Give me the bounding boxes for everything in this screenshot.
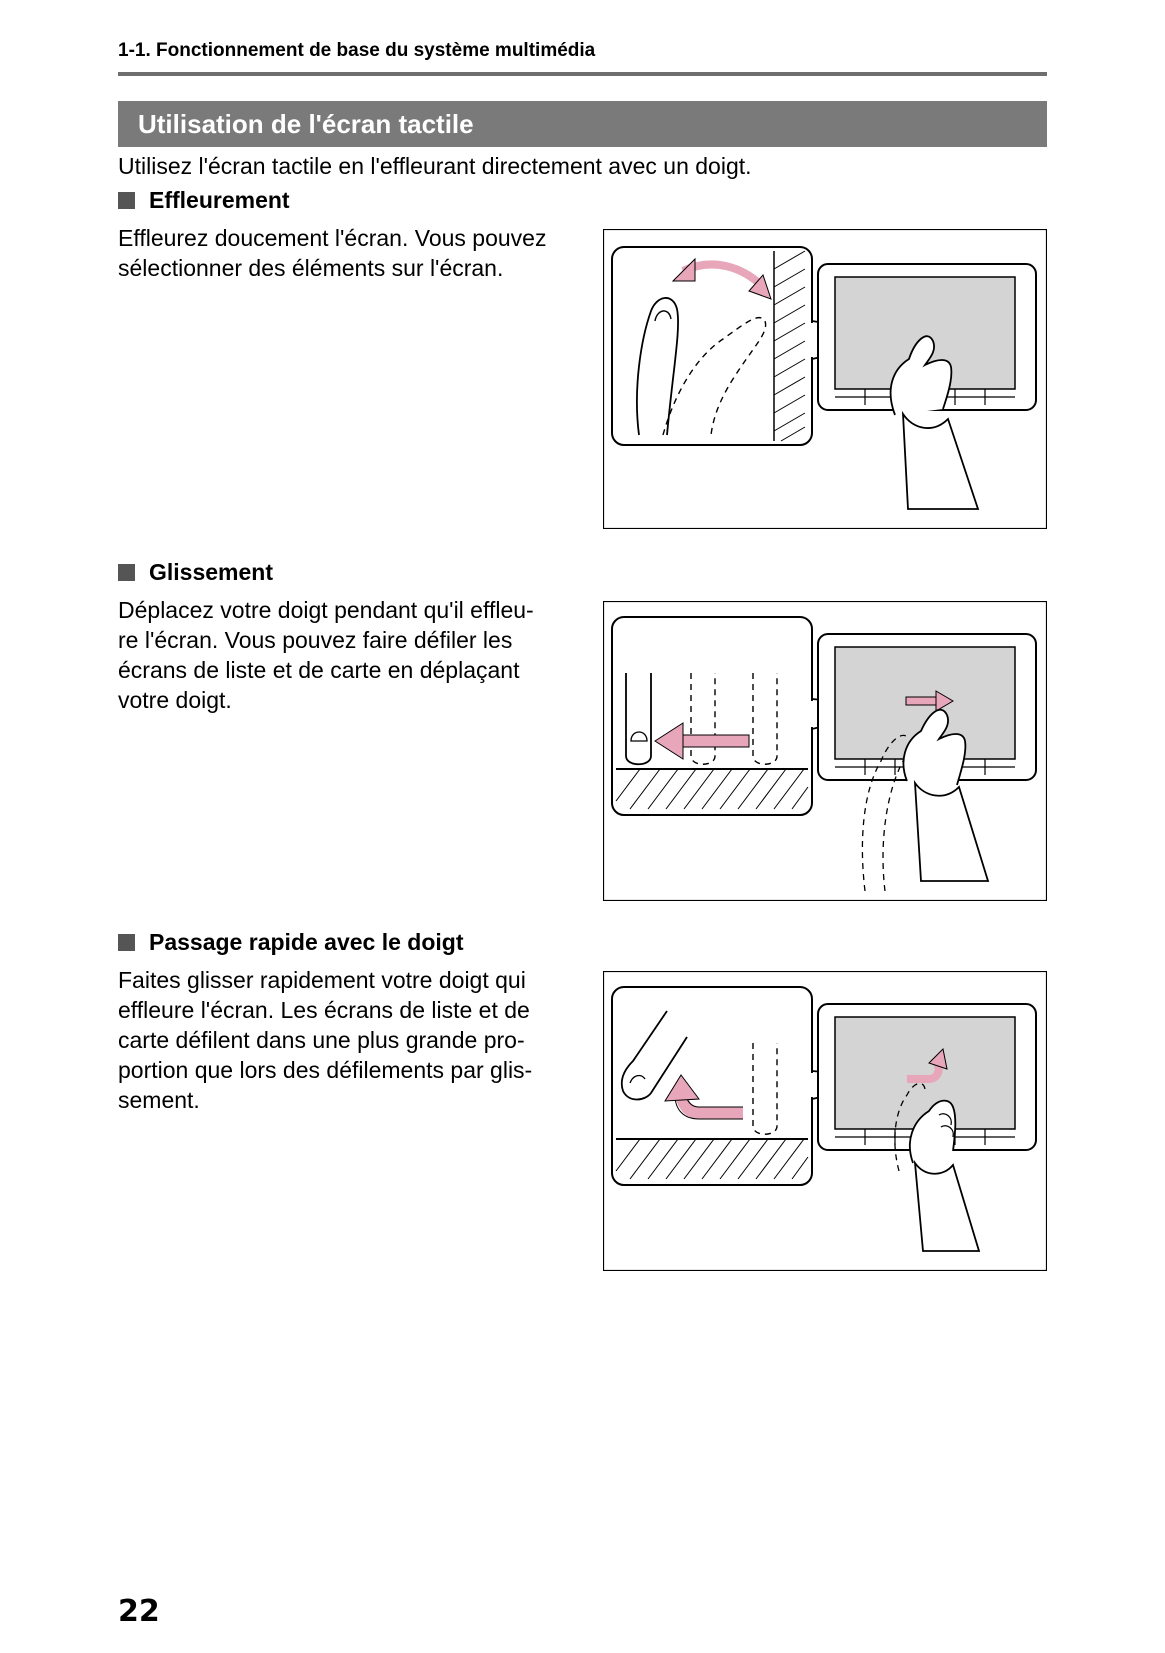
text-line: écrans de liste et de carte en déplaçant — [118, 657, 520, 683]
paragraph-glissement — [118, 595, 598, 715]
running-header: 1-1. Fonctionnement de base du système multimédia — [118, 40, 596, 61]
square-bullet-icon — [118, 192, 135, 209]
heading-text: Effleurement — [149, 187, 290, 213]
text-line: sement. — [118, 1087, 200, 1113]
intro-text: Utilisez l'écran tactile en l'effleurant directement avec un doigt. — [118, 153, 752, 179]
text-line: effleure l'écran. Les écrans de liste et de — [118, 997, 530, 1023]
text-line: re l'écran. Vous pouvez faire défiler les — [118, 627, 513, 653]
page-number: 22 — [118, 1594, 160, 1629]
paragraph-effleurement — [118, 223, 598, 283]
header-rule — [118, 72, 1047, 76]
text-line: Faites glisser rapidement votre doigt qui — [118, 967, 526, 993]
square-bullet-icon — [118, 934, 135, 951]
tap-gesture-illustration — [603, 229, 1047, 529]
text-line: carte défilent dans une plus grande pro- — [118, 1027, 525, 1053]
text-line: Déplacez votre doigt pendant qu'il effleu- — [118, 597, 534, 623]
heading-text: Glissement — [149, 559, 273, 585]
square-bullet-icon — [118, 564, 135, 581]
drag-gesture-illustration — [603, 601, 1047, 901]
heading-text: Passage rapide avec le doigt — [149, 929, 464, 955]
text-line: portion que lors des défilements par glis- — [118, 1057, 533, 1083]
paragraph-passage-rapide — [118, 965, 598, 1115]
text-line: votre doigt. — [118, 687, 232, 713]
heading-effleurement — [118, 187, 290, 214]
text-line: sélectionner des éléments sur l'écran. — [118, 255, 504, 281]
flick-gesture-illustration — [603, 971, 1047, 1271]
heading-glissement — [118, 559, 273, 586]
heading-passage-rapide — [118, 929, 463, 956]
text-line: Effleurez doucement l'écran. Vous pouvez — [118, 225, 547, 251]
section-title: Utilisation de l'écran tactile — [138, 109, 474, 139]
section-title-bar — [118, 101, 1047, 147]
